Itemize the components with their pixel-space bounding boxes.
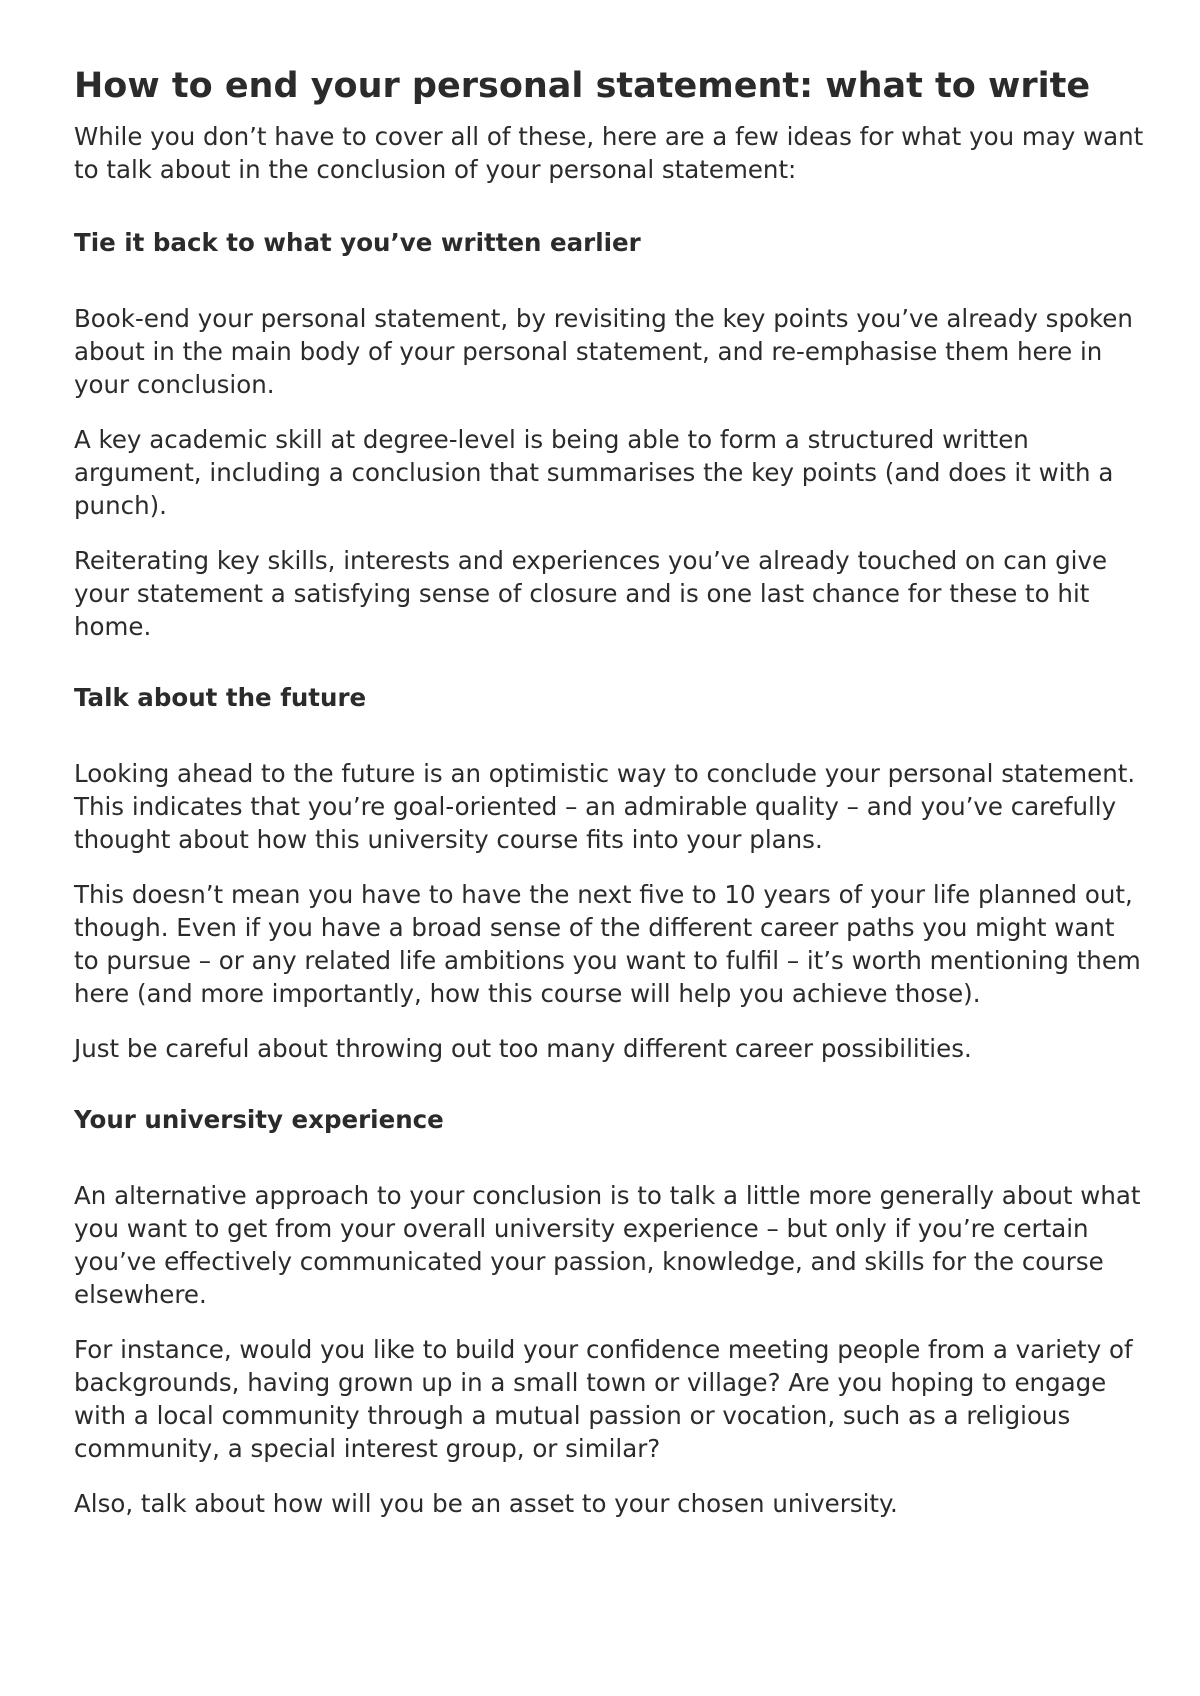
section-paragraph: Also, talk about how will you be an asset to your chosen university. xyxy=(74,1489,898,1518)
section-paragraph: Book-end your personal statement, by revisiting the key points you’ve already spoken about in the main body of your personal statement, and re-emphasise them here in your conclusion. xyxy=(74,304,1133,399)
section-paragraph: A key academic skill at degree-level is being able to form a structured written argument, including a conclusion that summarises the key points (and does it with a punch). xyxy=(74,425,1114,520)
section-heading: Talk about the future xyxy=(74,683,367,712)
section-paragraph: Just be careful about throwing out too many different career possibilities. xyxy=(74,1034,972,1063)
section-paragraph: For instance, would you like to build your confidence meeting people from a variety of backgrounds, having grown up in a small town or village? Are you hoping to engage with a local community through a mutual passion or vocation, such as a religious community, a special interest group, or similar? xyxy=(74,1335,1133,1463)
section-paragraph: This doesn’t mean you have to have the next five to 10 years of your life planned out, though. Even if you have a broad sense of the different career paths you might want to pursue – or any related life ambitions you want to fulfil – it’s worth mentioning them here (and more importantly, how this course will help you achieve those). xyxy=(74,880,1141,1008)
section-paragraph: Looking ahead to the future is an optimistic way to conclude your personal statement. This indicates that you’re goal-oriented – an admirable quality – and you’ve carefully thought about how this university course fits into your plans. xyxy=(74,759,1136,854)
document-page xyxy=(74,64,1144,1520)
page-title: How to end your personal statement: what to write xyxy=(74,66,1091,106)
section-heading: Tie it back to what you’ve written earlier xyxy=(74,228,641,257)
section-paragraph: Reiterating key skills, interests and experiences you’ve already touched on can give your statement a satisfying sense of closure and is one last chance for these to hit home. xyxy=(74,546,1108,641)
section-tie-it-back xyxy=(74,226,1144,643)
section-future xyxy=(74,681,1144,1065)
intro-paragraph: While you don’t have to cover all of these, here are a few ideas for what you may want to talk about in the conclusion of your personal statement: xyxy=(74,122,1144,184)
section-paragraph: An alternative approach to your conclusion is to talk a little more generally about what you want to get from your overall university experience – but only if you’re certain you’ve effectively communicated your passion, knowledge, and skills for the course elsewhere. xyxy=(74,1181,1141,1309)
section-university-experience xyxy=(74,1103,1144,1520)
section-heading: Your university experience xyxy=(74,1105,444,1134)
